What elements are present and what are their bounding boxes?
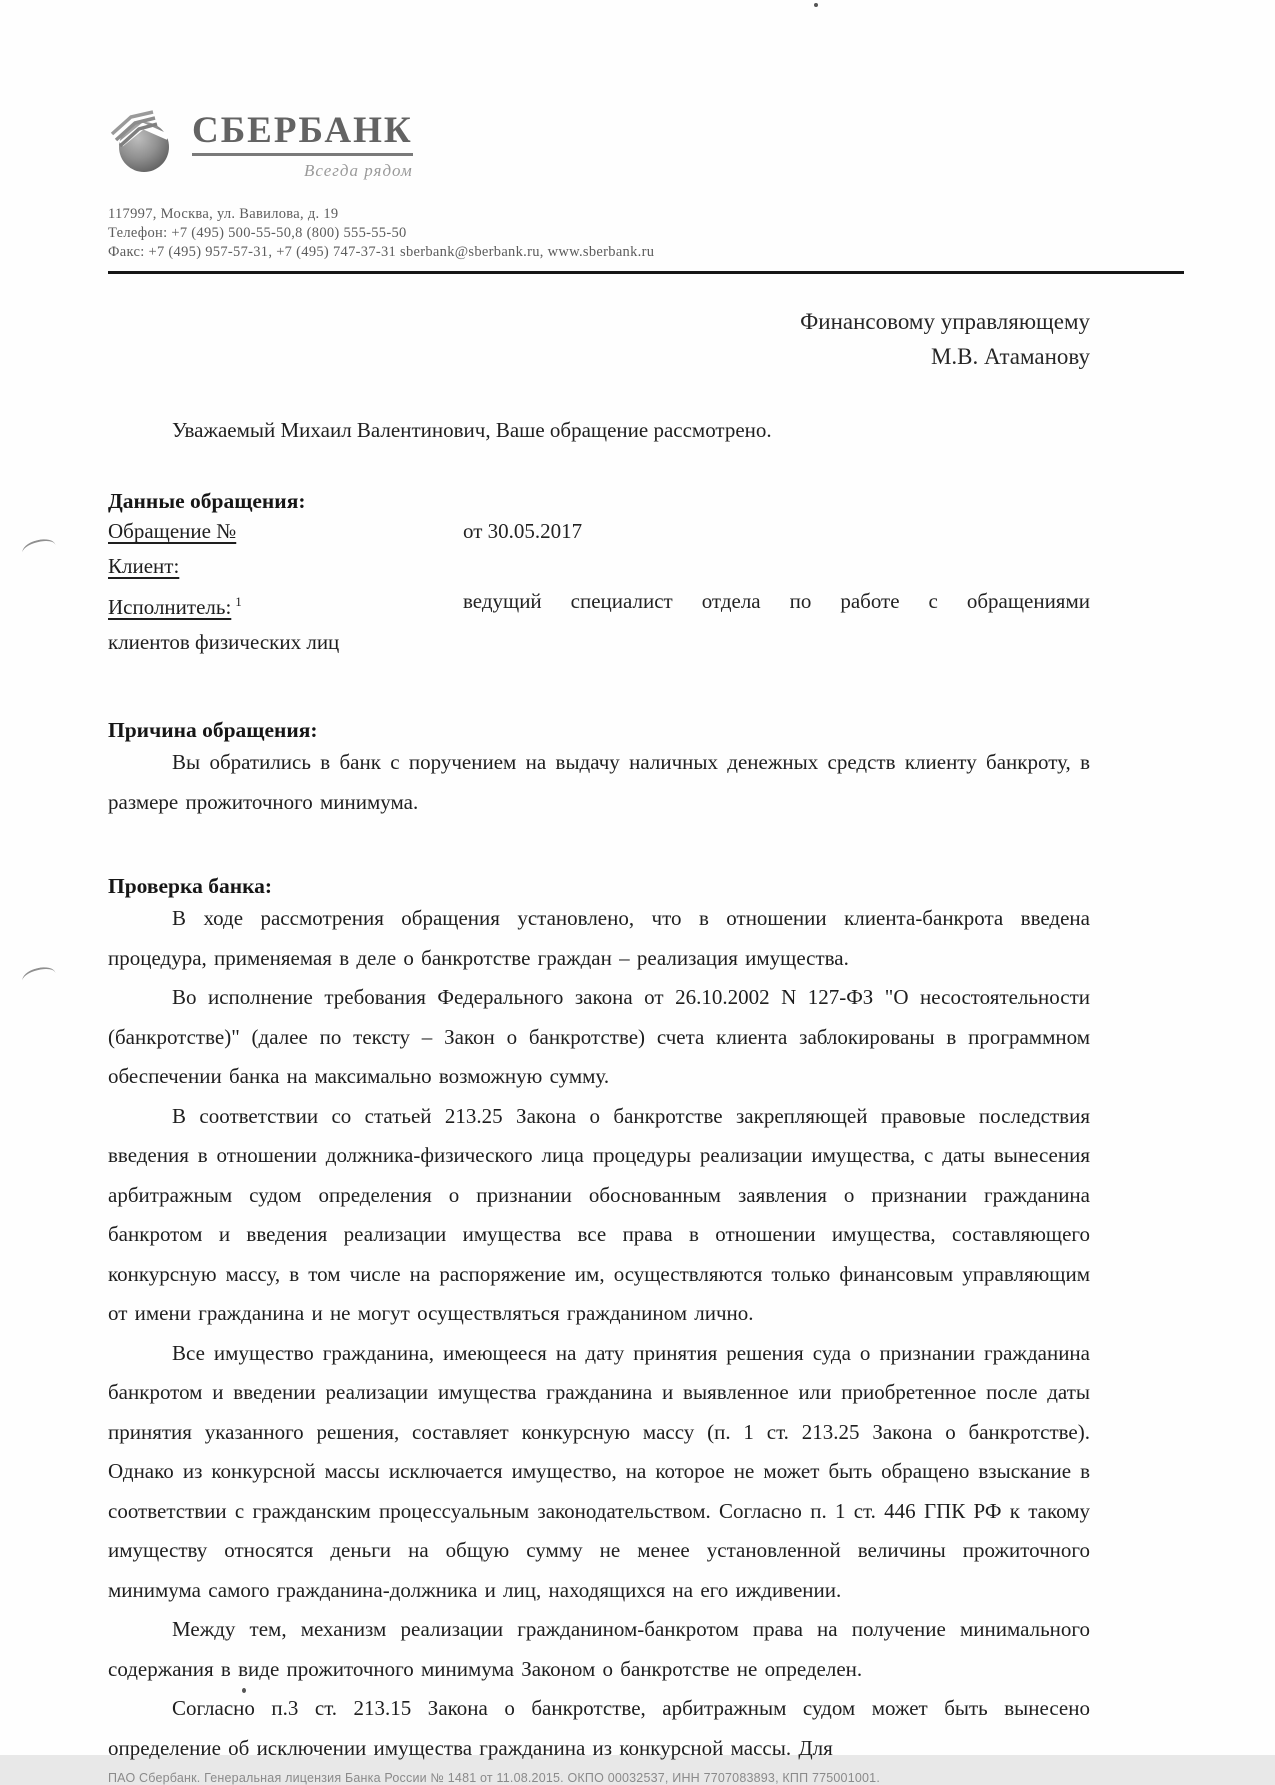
check-paragraph: В ходе рассмотрения обращения установлено, что в отношении клиента-банкрота введена процедура, применяемая в деле о банкротстве граждан – реализация имущества. [108, 906, 1090, 970]
reason-section [108, 718, 1090, 822]
request-date-value: от 30.05.2017 [463, 519, 583, 543]
letter-content [108, 104, 1090, 1785]
brand-tagline: Всегда рядом [304, 161, 413, 180]
check-paragraph: Во исполнение требования Федерального закона от 26.10.2002 N 127-ФЗ "О несостоятельности (банкротстве)" (далее по тексту – Закон о банкротстве) счета клиента заблокированы в программном обеспечении банка на максимально возможную сумму. [108, 985, 1090, 1088]
letterhead-contacts [108, 205, 1090, 262]
letterhead-fax: Факс: +7 (495) 957-57-31, +7 (495) 747-37-31 sberbank@sberbank.ru, www.sberbank.ru [108, 244, 655, 260]
scan-artifact [20, 964, 57, 990]
request-data-heading: Данные обращения: [108, 489, 306, 513]
scan-artifact [814, 3, 818, 7]
license-footer: ПАО Сбербанк. Генеральная лицензия Банка России № 1481 от 11.08.2015. ОКПО 00032537, ИНН 7707083893, КПП 775001001. [108, 1771, 880, 1785]
check-paragraph: Все имущество гражданина, имеющееся на дату принятия решения суда о признании гражданина банкротом и введении реализации имущества гражданина и выявленное или приобретенное после даты принятия указанного решения, составляет конкурсную массу (п. 1 ст. 213.25 Закона о банкротстве). Однако из конкурсной массы исключается имущество, на которое не может быть обращено взыскание в соответствии с гражданским процессуальным законодательством. Согласно п. 1 ст. 446 ГПК РФ к такому имуществу относятся деньги на общую сумму не менее установленной величины прожиточного минимума самого гражданина-должника и лиц, находящихся на его иждивении. [108, 1340, 1090, 1602]
executor-value: ведущий специалист отдела по работе с обращениями [463, 589, 1090, 613]
bank-check-section [108, 874, 1090, 1768]
bank-check-heading: Проверка банка: [108, 874, 273, 898]
check-paragraph: В соответствии со статьей 213.25 Закона о банкротстве закрепляющей правовые последствия введения в отношении должника-физического лица процедуры реализации имущества, с даты вынесения арбитражным судом определения о признании обоснованным заявления о признании гражданина банкротом и введения реализации имущества все права в отношении имущества, составляющего конкурсную массу, в том числе на распоряжение им, осуществляются только финансовым управляющим от имени гражданина и не могут осуществляться гражданином лично. [108, 1103, 1090, 1325]
request-number-label: Обращение № [108, 519, 237, 543]
executor-row [108, 584, 1090, 625]
executor-value-continuation: клиентов физических лиц [108, 630, 340, 654]
recipient-name: М.В. Атаманову [930, 344, 1090, 369]
executor-label: Исполнитель: [108, 595, 232, 619]
letterhead-divider [108, 271, 1184, 274]
check-paragraph: Между тем, механизм реализации гражданином-банкротом права на получение минимального содержания в виде прожиточного минимума Законом о банкротстве не определен. [108, 1617, 1090, 1681]
scan-artifact [20, 536, 57, 562]
client-value [463, 549, 1090, 584]
brand-name: СБЕРБАНК [192, 112, 413, 156]
check-paragraph: Согласно п.3 ст. 213.15 Закона о банкротстве, арбитражным судом может быть вынесено определение об исключении имущества гражданина из конкурсной массы. Для [108, 1696, 1090, 1760]
client-row [108, 549, 1090, 584]
client-label: Клиент: [108, 554, 180, 578]
recipient-role: Финансовому управляющему [800, 309, 1090, 334]
reason-heading: Причина обращения: [108, 718, 318, 742]
letterhead-address: 117997, Москва, ул. Вавилова, д. 19 [108, 206, 339, 222]
salutation: Уважаемый Михаил Валентинович, Ваше обращение рассмотрено. [172, 418, 772, 442]
letterhead-phone: Телефон: +7 (495) 500-55-50,8 (800) 555-55-50 [108, 225, 407, 241]
letterhead [108, 104, 1090, 274]
request-data-section [108, 489, 1090, 660]
recipient-block [108, 304, 1090, 374]
footnote-marker: 1 [235, 594, 242, 609]
sberbank-logo-icon [108, 104, 178, 174]
reason-paragraph: Вы обратились в банк с поручением на выдачу наличных денежных средств клиенту банкроту, в размере прожиточного минимума. [108, 750, 1090, 814]
request-number-row [108, 514, 1090, 549]
